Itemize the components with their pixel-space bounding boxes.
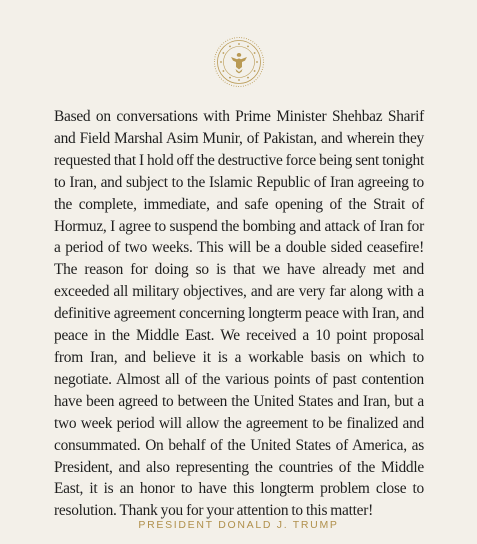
statement-text: Based on conversations with Prime Minister Shehbaz Sharif and Field Marshal Asim Munir, of Pakistan, and wherein they requested that I hold off the destructive force being sent tonight to Iran, and subject to the Islamic Republic of Iran agreeing to the complete, immediate, and safe opening of the Strait of Hormuz, I agree to suspend the bombing and attack of Iran for a period of two weeks. This will be a double sided ceasefire! The reason for doing so is that we have already met and exceeded all military objectives, and are very far along with a definitive agreement concerning longterm peace with Iran, and peace in the Middle East. We received a 10 point proposal from Iran, and believe it is a workable basis on which to negotiate. Almost all of the various points of past contention have been agreed to between the United States and Iran, but a two week period will allow the agreement to be finalized and consummated. On behalf of the United States of America, as President, and also representing the countries of the Middle East, it is an honor to have this longterm problem close to resolution. Thank you for your attention to this matter!: [54, 108, 424, 520]
presidential-seal-icon: [213, 36, 265, 88]
signature: PRESIDENT DONALD J. TRUMP: [138, 519, 339, 531]
